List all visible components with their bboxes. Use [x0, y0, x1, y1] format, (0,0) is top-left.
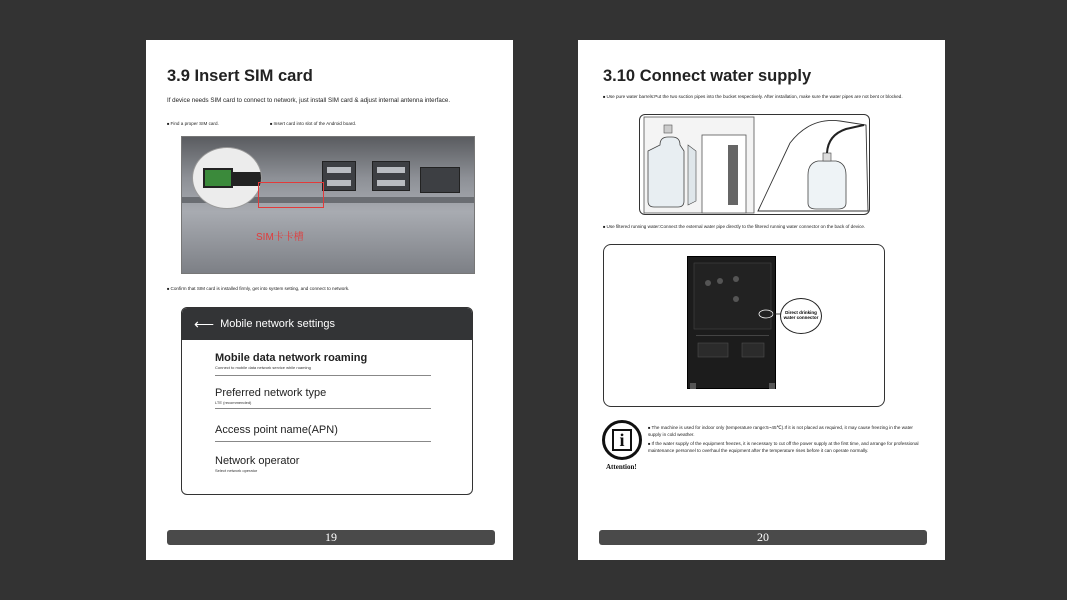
settings-header [182, 308, 472, 340]
setting-network-operator[interactable] [215, 455, 431, 475]
usb-port [322, 161, 356, 191]
note-indoor-use: ■ The machine is used for indoor only (temperature range:5~45℃).If it is not placed as required, it may cause freezing in the water supply in cold weather. [648, 424, 924, 439]
bullet-insert-card: ■ Insert card into slot of the Android board. [270, 120, 356, 127]
ethernet-port [420, 167, 460, 193]
setting-preferred-network[interactable] [215, 387, 431, 409]
page-number-bar: 19 [167, 530, 495, 545]
water-connector-callout: Direct drinking water connector [780, 298, 822, 334]
mobile-network-settings-panel [181, 307, 473, 495]
setting-title: Network operator [215, 455, 300, 467]
sim-slot-highlight [258, 182, 324, 208]
page-number-bar: 20 [599, 530, 927, 545]
manual-page-right [578, 40, 945, 560]
manual-page-left [146, 40, 513, 560]
android-board-photo [181, 136, 475, 274]
sim-slot-label: SIM卡卡槽 [256, 232, 304, 243]
bullet-running-water: ■ Use filtered running water:Connect the external water pipe directly to the filtered running water connector on the back of device. [603, 223, 925, 230]
setting-apn[interactable] [215, 424, 431, 442]
sim-zoom-inset [192, 147, 262, 209]
barrel-drawing [640, 115, 870, 215]
setting-title: Preferred network type [215, 387, 327, 399]
bullet-confirm: ■ Confirm that SIM card is installed firmly, get into system setting, and connect to network. [167, 285, 349, 292]
setting-subtitle: Connect to mobile data network service while roaming [215, 365, 311, 370]
bullet-find-sim: ■ Find a proper SIM card. [167, 120, 219, 127]
attention-info-icon: i [602, 420, 642, 460]
water-barrel-illustration [639, 114, 870, 215]
settings-header-title: Mobile network settings [220, 318, 336, 330]
setting-data-roaming[interactable] [215, 352, 431, 376]
section-title: 3.10 Connect water supply [603, 67, 812, 85]
setting-title: Mobile data network roaming [215, 352, 368, 364]
attention-label: Attention! [606, 463, 637, 471]
bullet-water-barrels: ■ Use pure water barrels:Put the two suction pipes into the bucket respectively. After installation, make sure the water pipes are not bent or blocked. [603, 93, 925, 100]
sim-card-image [203, 168, 233, 188]
usb-port [372, 161, 410, 191]
back-arrow-icon[interactable]: ⟵ [194, 316, 215, 332]
note-water-freeze: ■ If the water supply of the equipment freezes, it is necessary to cut off the power supply at the first time, and arrange for professional maintenance personnel to overhaul the equipment after the temperature rises before it can operate normally. [648, 440, 924, 455]
device-back-illustration [603, 244, 885, 407]
intro-text: If device needs SIM card to connect to network, just install SIM card & adjust internal antenna interface. [167, 97, 451, 104]
setting-subtitle: Select network operator [215, 468, 258, 473]
section-title: 3.9 Insert SIM card [167, 67, 313, 85]
setting-subtitle: LTE (recommended) [215, 400, 252, 405]
setting-title: Access point name(APN) [215, 424, 338, 436]
